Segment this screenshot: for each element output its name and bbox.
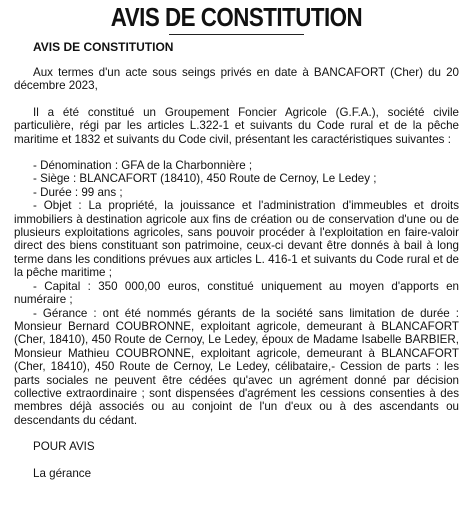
list-item-gerance: - Gérance : ont été nommés gérants de la société sans limitation de durée : Monsieur Bernard COUBRONNE, exploitant agricole, demeurant à BLANCAFORT (Cher, 18410), 450 Route de Cernoy, Le Ledey, époux de Madame Isabelle BARBIER, Monsieur Mathieu COUBRONNE, exploitant agricole, demeurant à BLANCAFORT (Cher, 18410), 450 Route de Cernoy, Le Ledey, célibataire,- Cession de parts : les parts sociales ne peuvent être cédées qu'avec un agrément donné par décision collective extraordinaire ; sont dispensées d'agrément les cessions consenties à des membres déjà associés ou au conjoint de l'un d'eux ou à des ascendants ou descendants du cédant. (14, 306, 459, 427)
characteristics-list (14, 159, 459, 427)
signature-line: La gérance (33, 466, 92, 480)
constitution-paragraph: Il a été constitué un Groupement Foncier Agricole (G.F.A.), société civile particulière, régi par les articles L.322-1 et suivants du Code rural et de la pêche maritime et 1832 et suivants du Code civil, présentant les caractéristiques suivantes : (14, 105, 459, 146)
intro-paragraph: Aux termes d'un acte sous seings privés en date à BANCAFORT (Cher) du 20 décembre 2023, (14, 66, 459, 93)
spacer (14, 454, 459, 467)
notice-heading: AVIS DE CONSTITUTION (33, 40, 174, 54)
spacer (14, 54, 459, 66)
spacer (14, 427, 459, 440)
list-item-capital: - Capital : 350 000,00 euros, constitué uniquement au moyen d'apports en numéraire ; (14, 279, 459, 307)
list-item-siege: - Siège : BLANCAFORT (18410), 450 Route de Cernoy, Le Ledey ; (33, 172, 377, 186)
spacer (14, 146, 459, 159)
list-item-objet: - Objet : La propriété, la jouissance et l'administration d'immeubles et droits immobiliers à destination agricole aux fins de création ou de conservation d'une ou de plusieurs exploitations agricoles, sans pouvoir procéder à l'exploitation en faire-valoir direct des biens constituant son patrimoine, ceux-ci devant être donnés à bail à long terme dans les conditions prévues aux articles L. 416-1 et suivants du Code rural et de la pêche maritime ; (14, 199, 459, 280)
list-item-duree: - Durée : 99 ans ; (33, 185, 123, 199)
list-item-denomination: - Dénomination : GFA de la Charbonnière ; (33, 159, 253, 173)
spacer (14, 93, 459, 106)
title-rule (169, 34, 304, 35)
masthead-title: AVIS DE CONSTITUTION (110, 2, 363, 32)
legal-notice (0, 3, 473, 516)
closing-line: POUR AVIS (33, 440, 95, 454)
